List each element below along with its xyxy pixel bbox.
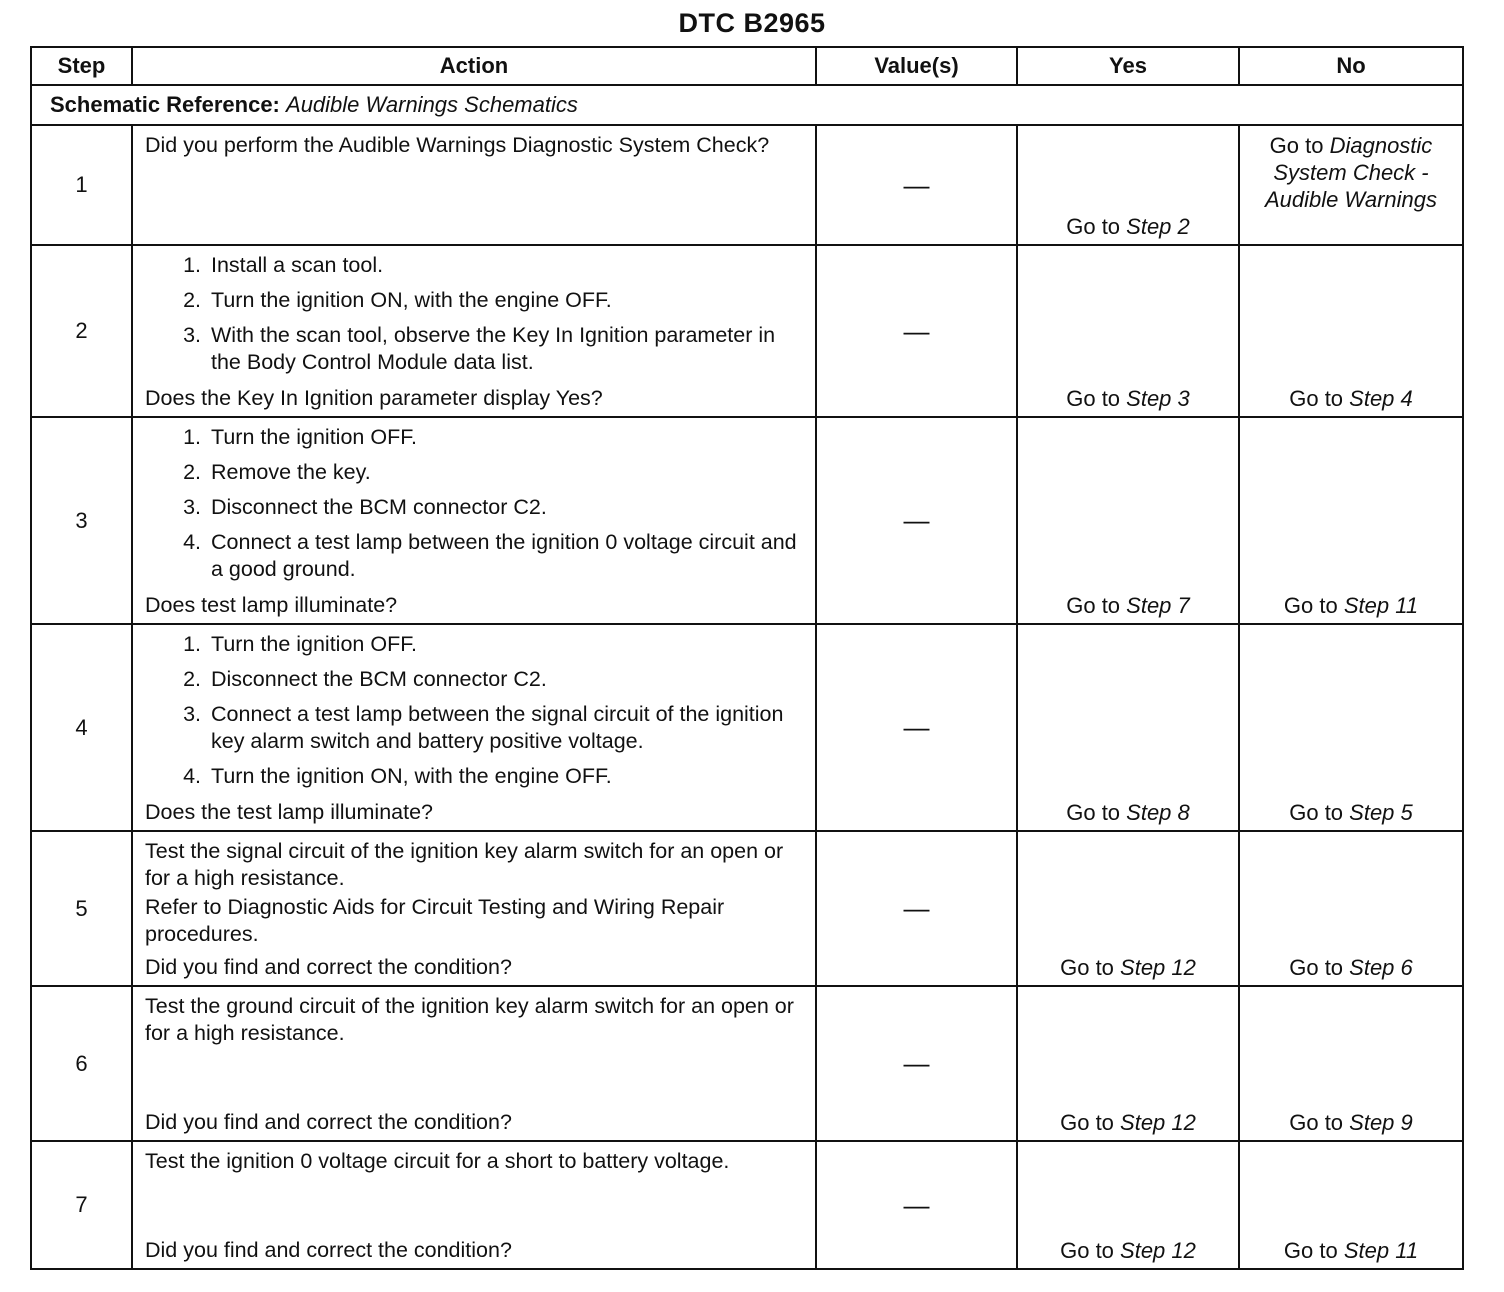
substep-text: Remove the key. <box>211 460 371 484</box>
yes-link[interactable]: Step 3 <box>1126 386 1190 411</box>
action-content <box>133 987 815 1140</box>
substep-text: Turn the ignition ON, with the engine OFF. <box>211 288 612 312</box>
substep-text: Turn the ignition ON, with the engine OFF. <box>211 764 612 788</box>
substep <box>145 287 801 314</box>
no-link[interactable]: Diagnostic System Check - Audible Warnings <box>1264 133 1438 212</box>
action-substeps <box>145 631 801 790</box>
step-row <box>31 986 1463 1141</box>
no-link[interactable]: Step 6 <box>1349 955 1413 980</box>
substep <box>145 666 801 693</box>
action-paragraph: Test the ignition 0 voltage circuit for a short to battery voltage. <box>145 1149 730 1173</box>
action-body <box>145 252 801 384</box>
goto-text: Go to <box>1066 386 1127 411</box>
substep <box>145 252 801 279</box>
action-cell <box>132 1141 816 1269</box>
goto-text: Go to <box>1066 593 1127 618</box>
value-cell: — <box>816 417 1017 624</box>
substep-number: 2. <box>183 667 201 691</box>
action-content <box>133 832 815 985</box>
step-row <box>31 245 1463 417</box>
step-row <box>31 1141 1463 1269</box>
action-question: Did you find and correct the condition? <box>145 955 512 979</box>
action-body <box>145 631 801 798</box>
substep <box>145 701 801 755</box>
yes-cell <box>1017 831 1239 986</box>
yes-cell <box>1017 624 1239 831</box>
action-paragraph: Test the ground circuit of the ignition key alarm switch for an open or for a high resistance. <box>145 994 794 1045</box>
action-question: Did you find and correct the condition? <box>145 1238 512 1262</box>
action-question: Does the Key In Ignition parameter display Yes? <box>145 386 603 410</box>
action-cell <box>132 245 816 417</box>
yes-link[interactable]: Step 12 <box>1120 1238 1196 1263</box>
yes-cell <box>1017 417 1239 624</box>
diagnostic-table <box>30 46 1464 1270</box>
substep-text: Connect a test lamp between the signal circuit of the ignition key alarm switch and battery positive voltage. <box>211 702 784 753</box>
substep-text: With the scan tool, observe the Key In Ignition parameter in the Body Control Module data list. <box>211 323 776 374</box>
no-link[interactable]: Step 5 <box>1349 800 1413 825</box>
no-cell <box>1239 831 1463 986</box>
schematic-label: Schematic Reference: <box>50 92 280 117</box>
goto-text: Go to <box>1060 1110 1121 1135</box>
substep-number: 1. <box>183 632 201 656</box>
value-cell: — <box>816 624 1017 831</box>
action-content <box>133 1142 815 1268</box>
value-cell: — <box>816 986 1017 1141</box>
no-link[interactable]: Step 4 <box>1349 386 1413 411</box>
step-row <box>31 125 1463 245</box>
value-cell: — <box>816 1141 1017 1269</box>
page-title: DTC B2965 <box>678 8 826 38</box>
goto-text: Go to <box>1269 133 1330 158</box>
step-number: 7 <box>31 1141 132 1269</box>
no-cell <box>1239 624 1463 831</box>
substep-text: Install a scan tool. <box>211 253 384 277</box>
action-cell <box>132 986 816 1141</box>
yes-link[interactable]: Step 7 <box>1126 593 1190 618</box>
action-substeps <box>145 252 801 376</box>
substep-number: 3. <box>183 702 201 726</box>
yes-link[interactable]: Step 12 <box>1120 1110 1196 1135</box>
goto-text: Go to <box>1289 386 1350 411</box>
goto-text: Go to <box>1060 955 1121 980</box>
substep-number: 3. <box>183 323 201 347</box>
no-link[interactable]: Step 9 <box>1349 1110 1413 1135</box>
schematic-reference <box>31 85 1463 125</box>
substep-number: 2. <box>183 460 201 484</box>
header-values: Value(s) <box>816 47 1017 85</box>
step-number: 3 <box>31 417 132 624</box>
substep-number: 1. <box>183 425 201 449</box>
yes-cell <box>1017 125 1239 245</box>
action-question: Does the test lamp illuminate? <box>145 800 434 824</box>
goto-text: Go to <box>1283 1238 1344 1263</box>
goto-text: Go to <box>1066 214 1127 239</box>
goto-text: Go to <box>1289 1110 1350 1135</box>
value-cell: — <box>816 125 1017 245</box>
no-cell <box>1239 125 1463 245</box>
schematic-link[interactable]: Audible Warnings Schematics <box>286 92 578 117</box>
step-row <box>31 417 1463 624</box>
action-body <box>145 1148 801 1177</box>
no-link[interactable]: Step 11 <box>1343 1238 1419 1263</box>
schematic-reference-row <box>31 85 1463 125</box>
action-question: Does test lamp illuminate? <box>145 593 398 617</box>
substep-text: Turn the ignition OFF. <box>211 425 417 449</box>
goto-text: Go to <box>1060 1238 1121 1263</box>
yes-cell <box>1017 1141 1239 1269</box>
no-cell <box>1239 245 1463 417</box>
action-cell <box>132 125 816 245</box>
substep <box>145 763 801 790</box>
goto-text: Go to <box>1066 800 1127 825</box>
header-row <box>31 47 1463 85</box>
action-question: Did you find and correct the condition? <box>145 1110 512 1134</box>
goto-text: Go to <box>1283 593 1344 618</box>
substep-number: 4. <box>183 530 201 554</box>
step-number: 1 <box>31 125 132 245</box>
substep <box>145 529 801 583</box>
goto-text: Go to <box>1289 800 1350 825</box>
action-content <box>133 625 815 830</box>
substep <box>145 494 801 521</box>
step-row <box>31 831 1463 986</box>
action-body <box>145 424 801 591</box>
action-body <box>145 132 801 161</box>
no-cell <box>1239 1141 1463 1269</box>
substep-text: Disconnect the BCM connector C2. <box>211 495 547 519</box>
no-cell <box>1239 417 1463 624</box>
yes-link[interactable]: Step 8 <box>1126 800 1190 825</box>
substep <box>145 322 801 376</box>
substep-number: 1. <box>183 253 201 277</box>
step-number: 4 <box>31 624 132 831</box>
action-cell <box>132 831 816 986</box>
action-cell <box>132 624 816 831</box>
value-cell: — <box>816 831 1017 986</box>
action-paragraph: Refer to Diagnostic Aids for Circuit Testing and Wiring Repair procedures. <box>145 895 725 946</box>
step-row <box>31 624 1463 831</box>
action-content <box>133 418 815 623</box>
action-cell <box>132 417 816 624</box>
value-cell: — <box>816 245 1017 417</box>
step-number: 5 <box>31 831 132 986</box>
yes-cell <box>1017 986 1239 1141</box>
action-body <box>145 838 801 950</box>
yes-link[interactable]: Step 2 <box>1126 214 1190 239</box>
action-body <box>145 993 801 1049</box>
action-content <box>133 246 815 416</box>
substep <box>145 424 801 451</box>
substep <box>145 459 801 486</box>
header-action: Action <box>132 47 816 85</box>
yes-link[interactable]: Step 12 <box>1120 955 1196 980</box>
header-step: Step <box>31 47 132 85</box>
no-cell <box>1239 986 1463 1141</box>
substep-number: 4. <box>183 764 201 788</box>
action-substeps <box>145 424 801 583</box>
header-yes: Yes <box>1017 47 1239 85</box>
action-paragraph: Test the signal circuit of the ignition key alarm switch for an open or for a high resistance. <box>145 839 784 890</box>
header-no: No <box>1239 47 1463 85</box>
goto-text: Go to <box>1289 955 1350 980</box>
action-paragraph: Did you perform the Audible Warnings Diagnostic System Check? <box>145 133 770 157</box>
no-link[interactable]: Step 11 <box>1343 593 1419 618</box>
substep-text: Disconnect the BCM connector C2. <box>211 667 547 691</box>
substep-text: Turn the ignition OFF. <box>211 632 417 656</box>
substep <box>145 631 801 658</box>
step-number: 6 <box>31 986 132 1141</box>
substep-text: Connect a test lamp between the ignition 0 voltage circuit and a good ground. <box>211 530 797 581</box>
substep-number: 2. <box>183 288 201 312</box>
step-number: 2 <box>31 245 132 417</box>
substep-number: 3. <box>183 495 201 519</box>
action-content <box>133 126 815 244</box>
yes-cell <box>1017 245 1239 417</box>
